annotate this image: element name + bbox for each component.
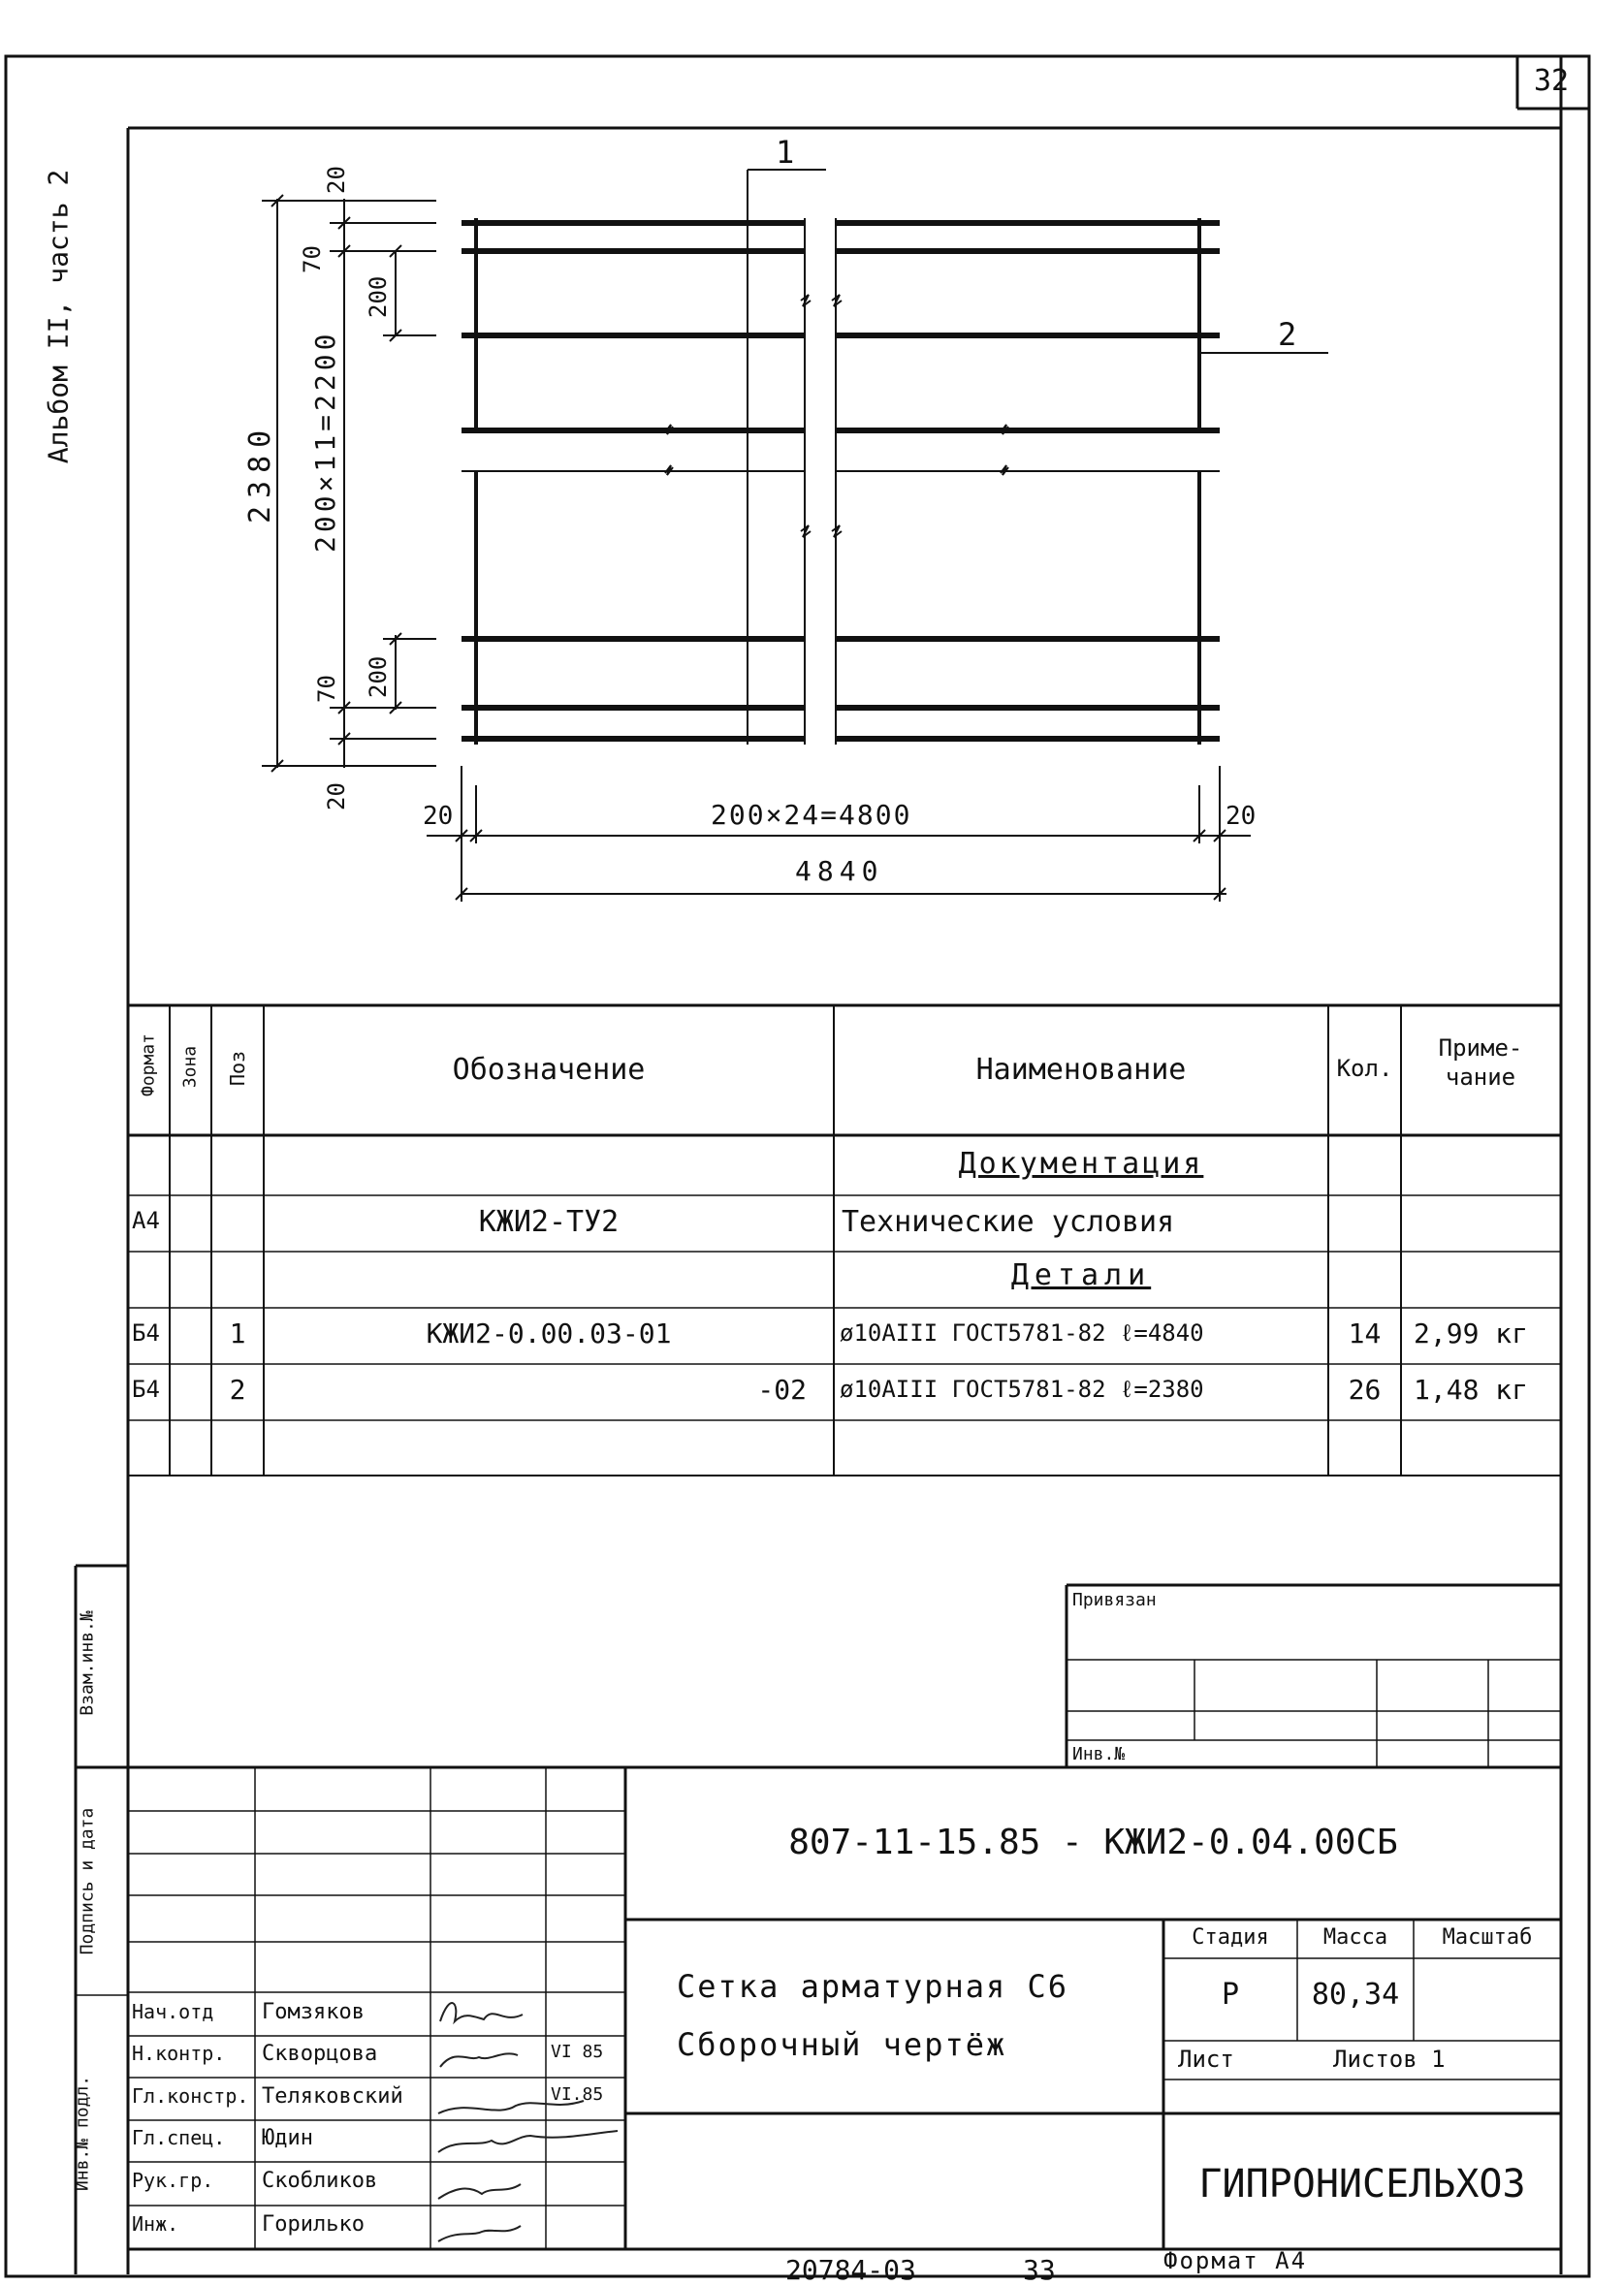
dim-bottom-20: 20: [323, 782, 350, 810]
binding-privyazan: Привязан: [1072, 1590, 1157, 1610]
sig-role-1: Н.контр.: [132, 2042, 226, 2065]
row-4-pos: 2: [229, 1374, 246, 1406]
dim-right-20: 20: [1226, 802, 1257, 831]
sig-role-2: Гл.констр.: [132, 2084, 249, 2108]
row-1-designation: КЖИ2-ТУ2: [478, 1205, 620, 1239]
sig-role-3: Гл.спец.: [132, 2126, 226, 2149]
header-format: Формат: [138, 1032, 159, 1097]
mass-value: 80,34: [1311, 1978, 1400, 2012]
row-3-name: ø10АIII ГОСТ5781-82 ℓ=4840: [840, 1319, 1204, 1347]
title-line-1: Сетка арматурная С6: [677, 1968, 1069, 2005]
sig-name-3: Юдин: [262, 2126, 313, 2150]
sig-role-5: Инж.: [132, 2212, 179, 2236]
scale-label: Масштаб: [1442, 1925, 1533, 1950]
row-4-qty: 26: [1348, 1374, 1382, 1406]
title-line-2: Сборочный чертёж: [677, 2026, 1007, 2063]
sig-name-0: Гомзяков: [262, 2000, 365, 2024]
header-designation: Обозначение: [452, 1053, 646, 1087]
inventory-number: 20784-03: [785, 2254, 916, 2286]
handwritten-signatures: [430, 1978, 624, 2259]
row-3-qty: 14: [1348, 1318, 1382, 1349]
sig-name-2: Теляковский: [262, 2084, 403, 2109]
dim-total-width: 4840: [795, 855, 884, 887]
row-3-format: Б4: [132, 1319, 160, 1347]
album-label: Альбом II, часть 2: [42, 169, 75, 464]
sig-name-5: Горилько: [262, 2212, 365, 2237]
dim-200-bottom: 200: [365, 655, 392, 698]
dim-top-20: 20: [323, 166, 350, 194]
sig-date-1: VI 85: [551, 2042, 604, 2062]
sheets-label: Листов 1: [1333, 2046, 1446, 2073]
sheet-number: 32: [1534, 64, 1570, 98]
row-4-designation: -02: [757, 1374, 807, 1406]
dim-inner-height: 200×11=2200: [309, 330, 341, 553]
row-3-pos: 1: [229, 1318, 246, 1349]
page-number: 33: [1023, 2254, 1056, 2286]
header-zone: Зона: [179, 1045, 201, 1089]
row-3-note: 2,99 кг: [1414, 1318, 1529, 1349]
dim-left-20: 20: [423, 802, 454, 831]
row-4-format: Б4: [132, 1376, 160, 1403]
mass-label: Масса: [1322, 1925, 1388, 1950]
binding-inv-no: Инв.№: [1072, 1744, 1126, 1764]
row-2-name: Детали: [1010, 1258, 1152, 1292]
row-4-note: 1,48 кг: [1414, 1374, 1529, 1406]
format-label: Формат А4: [1163, 2247, 1308, 2274]
mesh-drawing: [0, 0, 1624, 1008]
dim-inner-width: 200×24=4800: [711, 799, 912, 831]
dim-200-top: 200: [365, 275, 392, 318]
header-name: Наименование: [975, 1053, 1187, 1087]
side-podpis-data: Подпись и дата: [77, 1807, 98, 1955]
dim-total-height: 2380: [243, 422, 277, 524]
header-note: Приме-чание: [1438, 1034, 1523, 1091]
row-1-name: Технические условия: [842, 1205, 1175, 1239]
sig-date-2: VI.85: [551, 2084, 604, 2105]
callout-1-label: 1: [776, 134, 795, 171]
stage-label: Стадия: [1192, 1925, 1269, 1950]
row-3-designation: КЖИ2-0.00.03-01: [426, 1318, 672, 1349]
sig-role-0: Нач.отд: [132, 2000, 214, 2023]
header-pos: Поз: [226, 1050, 249, 1087]
side-vzam-inv: Взам.инв.№: [77, 1610, 98, 1716]
side-inv-podl: Инв.№ подл.: [72, 2075, 93, 2192]
dim-70-bottom: 70: [313, 675, 340, 703]
document-code: 807-11-15.85 - КЖИ2-0.04.00СБ: [788, 1823, 1398, 1862]
sheet-label: Лист: [1178, 2046, 1234, 2073]
dim-70-top: 70: [299, 245, 326, 273]
stage-value: Р: [1221, 1978, 1240, 2012]
row-1-format: А4: [132, 1207, 160, 1234]
row-0-name: Документация: [958, 1147, 1204, 1181]
organization-name: ГИПРОНИСЕЛЬХОЗ: [1198, 2162, 1526, 2207]
sig-name-1: Скворцова: [262, 2042, 378, 2066]
row-4-name: ø10АIII ГОСТ5781-82 ℓ=2380: [840, 1376, 1204, 1403]
header-qty: Кол.: [1336, 1055, 1393, 1082]
sig-name-4: Скобликов: [262, 2169, 378, 2193]
callout-2-label: 2: [1278, 316, 1297, 353]
sig-role-4: Рук.гр.: [132, 2169, 214, 2192]
